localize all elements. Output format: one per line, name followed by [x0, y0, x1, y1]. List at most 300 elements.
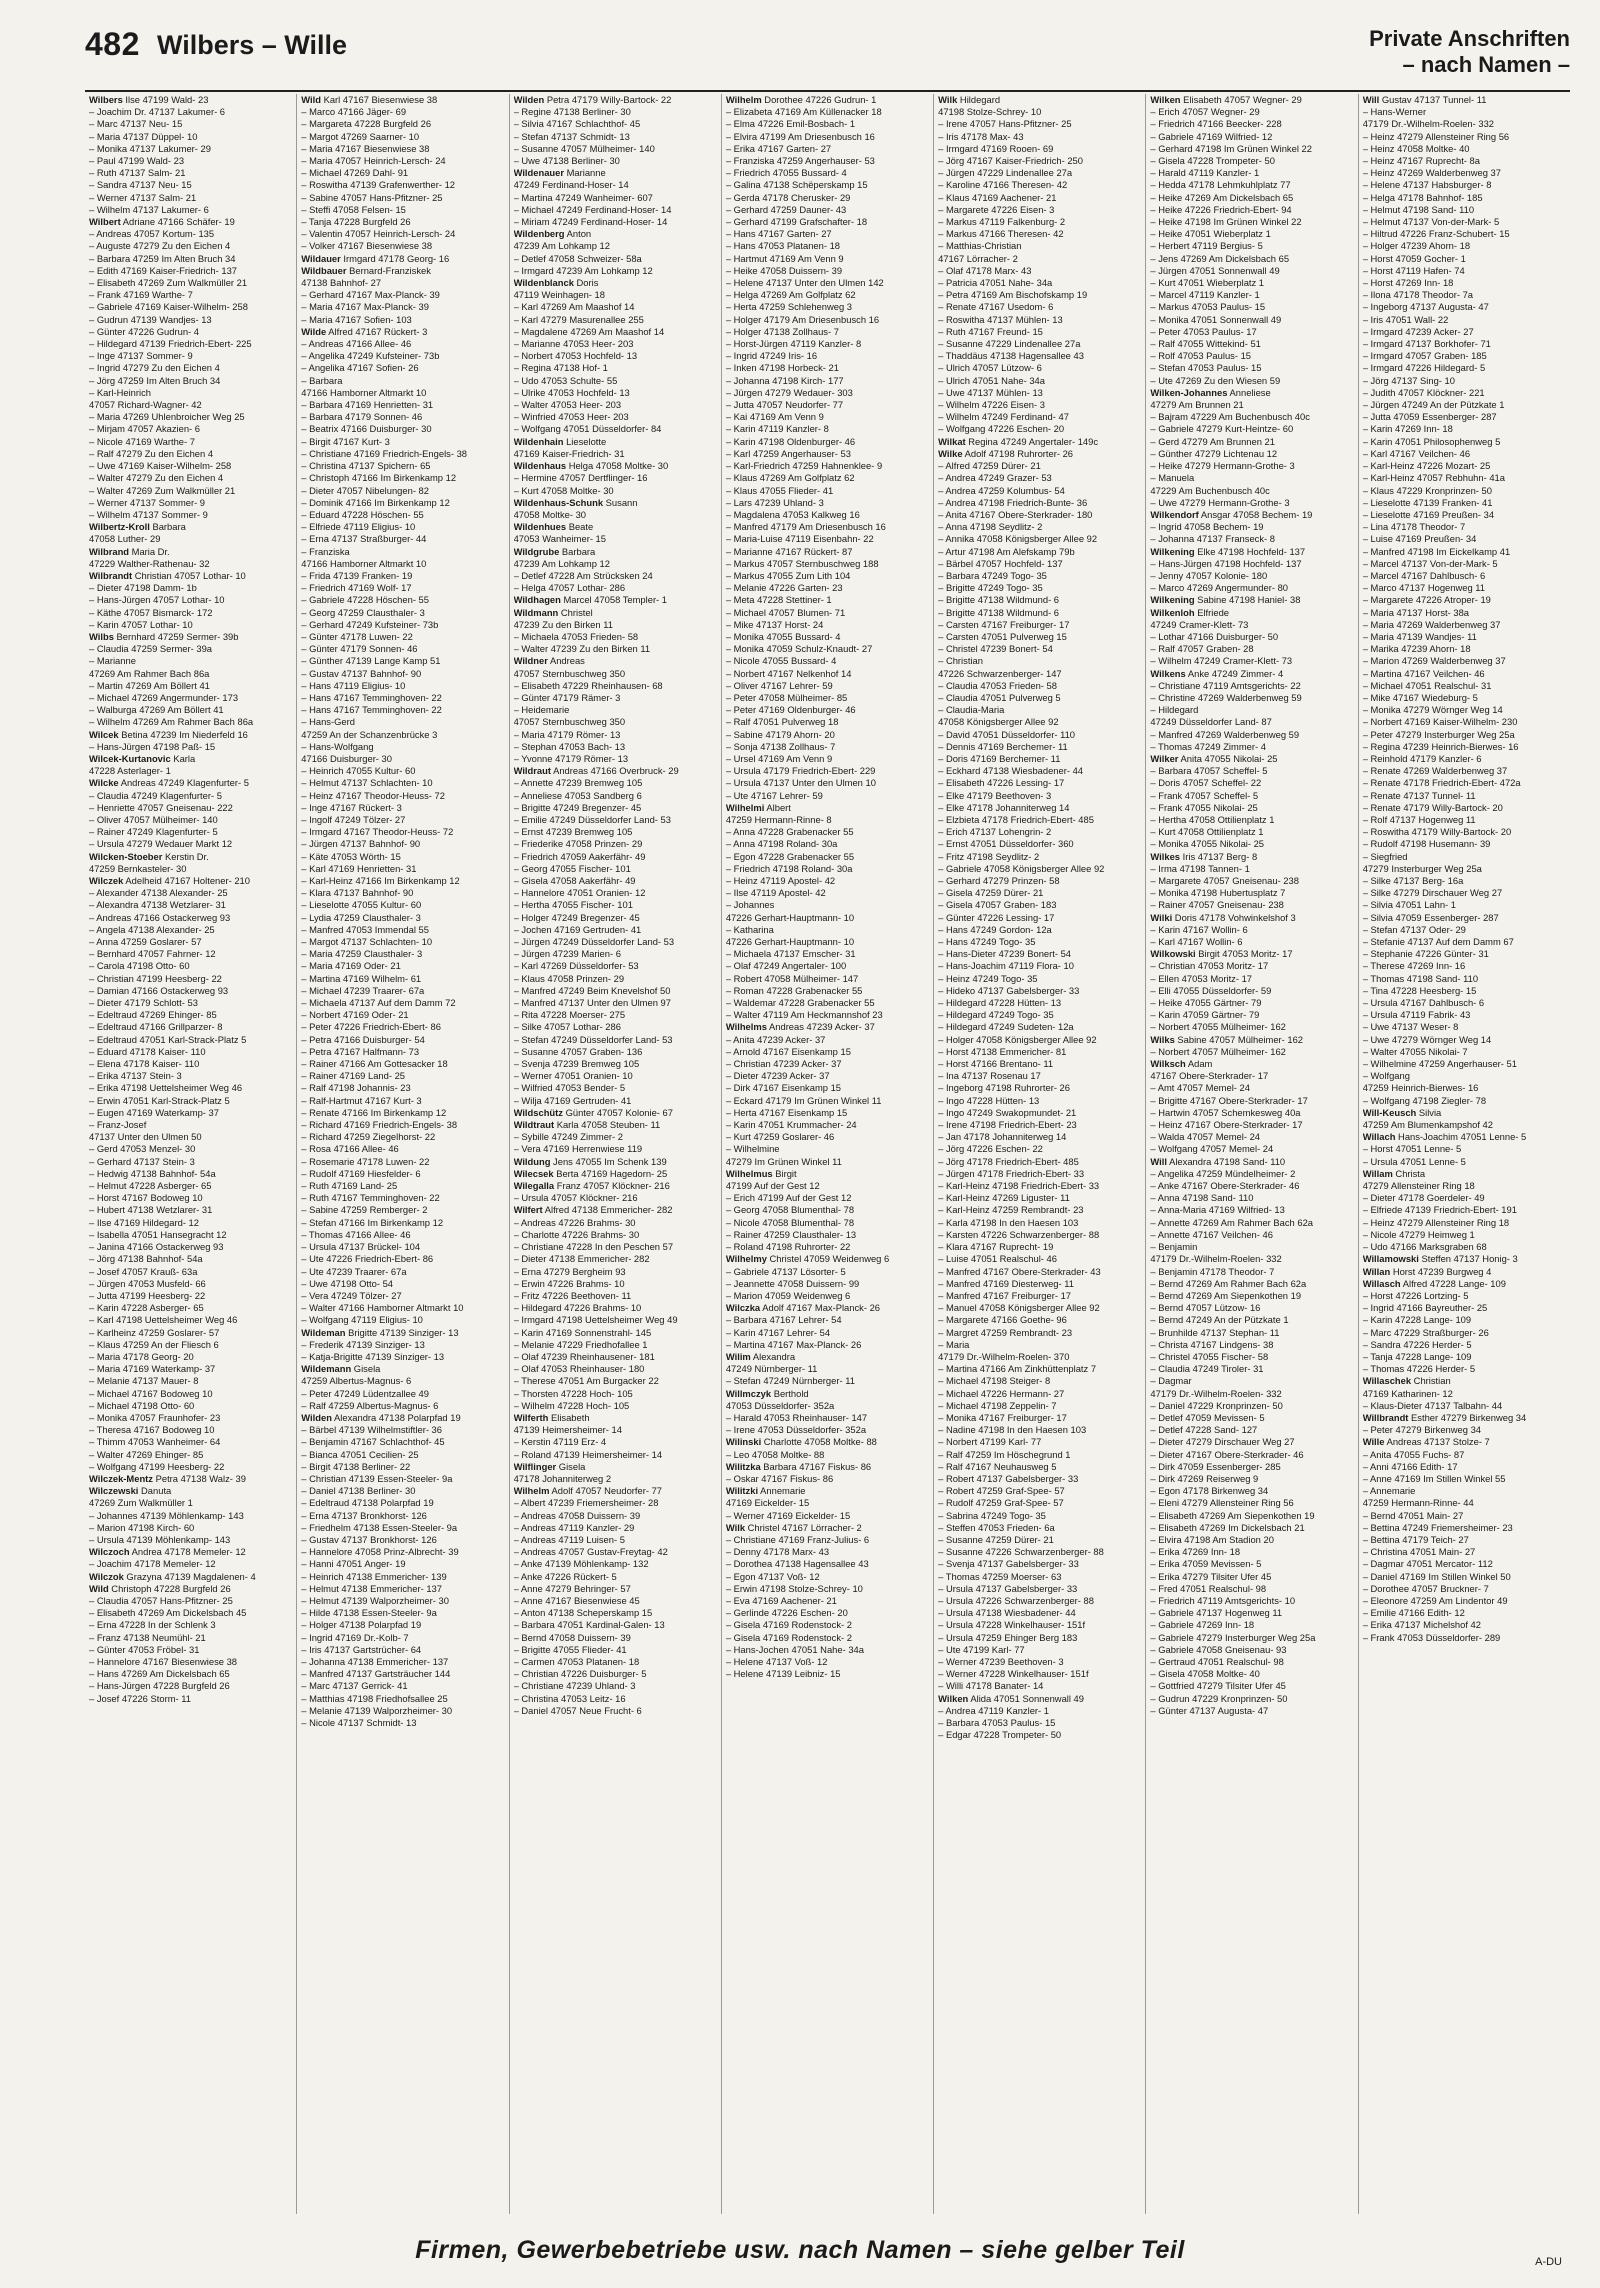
listing-entry: – Margarete 47226 Eisen- 3 [938, 203, 1055, 215]
listing-entry: – Magdalena 47053 Kalkweg 16 [725, 508, 860, 520]
listing-entry: – Andreas 47057 Kortum- 135 [89, 228, 215, 240]
listing-entry: 47229 Walther-Rathenau- 32 [89, 557, 210, 569]
listing-entry: – Gerhard 47137 Stein- 3 [89, 1155, 195, 1167]
listing-entry: – Susanne 47259 Dürer- 21 [938, 1533, 1054, 1545]
listing-entry: – Ilse 47169 Hildegard- 12 [89, 1216, 199, 1228]
listing-column-6 [1145, 94, 1357, 2214]
listing-entry: – Anni 47166 Edith- 17 [1362, 1460, 1458, 1472]
listing-entry: – Karin 47119 Kanzler- 8 [725, 423, 829, 435]
listing-entry: – Daniel 47138 Berliner- 30 [301, 1485, 416, 1497]
listing-entry: – Dieter 47279 Dirschauer Weg 27 [1150, 1436, 1295, 1448]
listing-entry: – Ingolf 47249 Tölzer- 27 [301, 813, 406, 825]
listing-entry: – Jürgen 47053 Musfeld- 66 [89, 1277, 206, 1289]
listing-entry: – Hanni 47051 Anger- 19 [301, 1558, 406, 1570]
listing-entry: – Klara 47137 Bahnhof- 90 [301, 887, 414, 899]
listing-entry: 47166 Duisburger- 30 [301, 752, 392, 764]
listing-entry: – Peter 47279 Birkenweg 34 [1362, 1424, 1481, 1436]
listing-entry: – Hans-Jürgen 47057 Lothar- 10 [89, 594, 225, 606]
listing-entry: – Christian 47139 Essen-Steeler- 9a [301, 1472, 453, 1484]
listing-entry: – Werner 47051 Oranien- 10 [513, 1070, 633, 1082]
listing-entry: – Andreas 47166 Ostackerweg 93 [89, 911, 231, 923]
listing-entry: – Silvia 47167 Schlachthof- 45 [513, 118, 641, 130]
listing-entry: – Egon 47228 Grabenacker 55 [725, 850, 855, 862]
listing-entry: – Anne 47279 Behringer- 57 [513, 1582, 631, 1594]
listing-entry: – Michael 47198 Steiger- 8 [938, 1375, 1051, 1387]
listing-entry: – Rosemarie 47178 Luwen- 22 [301, 1155, 430, 1167]
listing-entry: – Michael 47226 Hermann- 27 [938, 1387, 1065, 1399]
listing-entry: – Annette 47269 Am Rahmer Bach 62a [1150, 1216, 1314, 1228]
listing-entry: – Petra 47167 Halfmann- 73 [301, 1045, 420, 1057]
listing-entry: – Karla 47198 In den Haesen 103 [938, 1216, 1079, 1228]
listing-entry: – Christiane 47228 In den Peschen 57 [513, 1241, 674, 1253]
listing-entry: – Gabriele 47058 Gneisenau- 93 [1150, 1643, 1287, 1655]
listing-entry: 47058 Königsberger Allee 92 [938, 716, 1059, 728]
listing-entry: – Bernd 47269 Am Siepenkothen 19 [1150, 1289, 1302, 1301]
listing-entry: – Christine 47269 Walderbenweg 59 [1150, 691, 1302, 703]
listing-entry: – Karin 47228 Asberger- 65 [89, 1302, 204, 1314]
listing-entry: – Gustav 47137 Bronkhorst- 126 [301, 1533, 437, 1545]
listing-entry: – Hartmut 47169 Am Venn 9 [725, 252, 844, 264]
listing-entry: – Ursula 47119 Fabrik- 43 [1362, 1009, 1471, 1021]
listing-entry: – Rolf 47053 Paulus- 15 [1150, 350, 1251, 362]
listing-entry: – Beatrix 47166 Duisburger- 30 [301, 423, 432, 435]
listing-entry: – Günter 47179 Rämer- 3 [513, 691, 621, 703]
listing-entry: – Michael 47198 Zeppelin- 7 [938, 1399, 1057, 1411]
listing-entry: – Jenny 47057 Kolonie- 180 [1150, 569, 1268, 581]
listing-entry: – Erika 47279 Tilsiter Ufer 45 [1150, 1570, 1272, 1582]
listing-entry: – Klaus 47055 Flieder- 41 [725, 484, 834, 496]
listing-entry: – Doris 47169 Berchemer- 11 [938, 752, 1061, 764]
listing-entry: – Marcel 47137 Von-der-Mark- 5 [1362, 557, 1498, 569]
listing-entry: – Hedda 47178 Lehmkuhlplatz 77 [1150, 179, 1291, 191]
listing-entry: – Norbert 47167 Nelkenhof 14 [725, 667, 852, 679]
listing-entry: – Hannelore 47058 Prinz-Albrecht- 39 [301, 1546, 459, 1558]
listing-entry: – Anke 47139 Möhlenkamp- 132 [513, 1558, 649, 1570]
listing-entry: – Robert 47058 Mülheimer- 147 [725, 972, 859, 984]
listing-entry: – Barbara 47249 Togo- 35 [938, 569, 1047, 581]
listing-entry: – Hildegard 47228 Hütten- 13 [938, 997, 1062, 1009]
listing-entry: – Horst 47226 Lortzing- 5 [1362, 1289, 1469, 1301]
listing-entry: Wildenhaus Helga 47058 Moltke- 30 [513, 460, 669, 472]
listing-entry: – Detlef 47228 Am Strücksken 24 [513, 569, 653, 581]
listing-entry: – Anton 47138 Scheperskamp 15 [513, 1607, 653, 1619]
listing-entry: – Heike 47198 Im Grünen Winkel 22 [1150, 216, 1302, 228]
listing-entry: – Bärbel 47057 Hochfeld- 137 [938, 557, 1063, 569]
listing-entry: – Friedrich 47055 Bussard- 4 [725, 167, 847, 179]
listing-entry: – Hildegard 47226 Brahms- 10 [513, 1302, 642, 1314]
listing-entry: – Günter 47226 Lessing- 17 [938, 911, 1055, 923]
listing-entry: – Friederike 47058 Prinzen- 29 [513, 838, 643, 850]
listing-entry: – Margot 47269 Saarner- 10 [301, 130, 420, 142]
listing-entry: Wildner Andreas [513, 655, 585, 667]
listing-entry: Wilecsek Berta 47169 Hagedorn- 25 [513, 1167, 668, 1179]
listing-entry: – Karlheinz 47259 Goslarer- 57 [89, 1326, 220, 1338]
listing-entry: – Ursula 47228 Winkelhauser- 151f [938, 1619, 1086, 1631]
listing-entry: – Michael 47269 Angermunder- 173 [89, 691, 239, 703]
listing-entry: – Eleonore 47259 Am Lindentor 49 [1362, 1594, 1508, 1606]
listing-entry: – Katharina [725, 923, 774, 935]
listing-entry: – Petra 47166 Duisburger- 54 [301, 1033, 425, 1045]
listing-entry: – Martina 47169 Wilhelm- 61 [301, 972, 422, 984]
listing-entry: – Karl-Heinz 47198 Friedrich-Ebert- 33 [938, 1180, 1100, 1192]
listing-entry: – Irmgard 47137 Borkhofer- 71 [1362, 338, 1491, 350]
listing-entry: – Rainer 47259 Clausthaler- 13 [725, 1228, 857, 1240]
listing-entry: – Gabriele 47169 Kaiser-Wilhelm- 258 [89, 301, 248, 313]
listing-entry: – Manfred 47169 Diesterweg- 11 [938, 1277, 1074, 1289]
listing-entry: – Helga 47269 Am Golfplatz 62 [725, 289, 856, 301]
listing-entry: – Sonja 47138 Zollhaus- 7 [725, 740, 836, 752]
listing-entry: – Nadine 47198 In den Haesen 103 [938, 1424, 1087, 1436]
listing-entry: Wildenhain Lieselotte [513, 435, 607, 447]
listing-entry: – Eckard 47179 Im Grünen Winkel 11 [725, 1094, 882, 1106]
listing-entry: Wilhelmy Christel 47059 Weidenweg 6 [725, 1253, 890, 1265]
listing-entry: – Walter 47269 Ehinger- 85 [89, 1448, 204, 1460]
listing-entry: – Joachim 47178 Memeler- 12 [89, 1558, 216, 1570]
listing-entry: – Heinrich 47138 Emmericher- 139 [301, 1570, 447, 1582]
listing-entry: – Barbara [301, 374, 343, 386]
listing-entry: – Willi 47178 Banater- 14 [938, 1680, 1044, 1692]
listing-entry: – Christian 47199 Heesberg- 22 [89, 972, 222, 984]
listing-entry: – Jutta 47199 Heesberg- 22 [89, 1289, 206, 1301]
listing-entry: – Hedwig 47138 Bahnhof- 54a [89, 1167, 216, 1179]
listing-entry: – Thimm 47053 Wanheimer- 64 [89, 1436, 221, 1448]
listing-entry: – Käte 47053 Wörth- 15 [301, 850, 401, 862]
listing-entry: – Friedrich 47059 Aakerfähr- 49 [513, 850, 646, 862]
listing-entry: 47249 Düsseldorfer Land- 87 [1150, 716, 1272, 728]
listing-entry: – Karin 47198 Oldenburger- 46 [725, 435, 856, 447]
listing-entry: – Ingeborg 47137 Augusta- 47 [1362, 301, 1489, 313]
listing-entry: 47279 Insterburger Weg 25a [1362, 862, 1482, 874]
listing-entry: 47169 Eickelder- 15 [725, 1497, 810, 1509]
listing-entry: – Gabriele 47279 Insterburger Weg 25a [1150, 1631, 1316, 1643]
listing-entry: – Hans 47119 Eligius- 10 [301, 679, 406, 691]
listing-entry: – Gerhard 47199 Grafschafter- 18 [725, 216, 868, 228]
listing-entry: – Karin 47059 Gärtner- 79 [1150, 1009, 1260, 1021]
listing-entry: – Horst 47269 Inn- 18 [1362, 277, 1454, 289]
listing-entry: – Erika 47167 Garten- 27 [725, 142, 832, 154]
listing-entry: – Erwin 47198 Stolze-Schrey- 10 [725, 1582, 863, 1594]
listing-entry: Wilkens Anke 47249 Zimmer- 4 [1150, 667, 1284, 679]
listing-entry: – Karl 47279 Masurenallee 255 [513, 313, 644, 325]
listing-entry: – Stefan 47166 Im Birkenkamp 12 [301, 1216, 444, 1228]
listing-entry: – Anita 47167 Obere-Sterkrader- 180 [938, 508, 1093, 520]
listing-entry: – Marc 47137 Neu- 15 [89, 118, 183, 130]
listing-entry: – Jutta 47057 Neudorfer- 77 [725, 399, 844, 411]
listing-entry: – Alexander 47138 Alexander- 25 [89, 887, 228, 899]
listing-entry: – Hertha 47058 Ottilienplatz 1 [1150, 813, 1275, 825]
listing-entry: – Katja-Brigitte 47139 Sinziger- 13 [301, 1350, 445, 1362]
listing-entry: – Renate 47179 Willy-Bartock- 20 [1362, 801, 1503, 813]
listing-entry: Willbrandt Esther 47279 Birkenweg 34 [1362, 1411, 1527, 1423]
listing-entry: – Herta 47167 Eisenkamp 15 [725, 1106, 848, 1118]
listing-entry: – Helene 47139 Leibniz- 15 [725, 1668, 841, 1680]
listing-entry: – Dagmar 47051 Mercator- 112 [1362, 1558, 1493, 1570]
listing-entry: – Bärbel 47139 Wilhelmstiftler- 36 [301, 1424, 442, 1436]
listing-entry: 47269 Am Rahmer Bach 86a [89, 667, 210, 679]
listing-entry: – Gerhard 47249 Kufsteiner- 73b [301, 618, 439, 630]
listing-entry: – Emilie 47166 Edith- 12 [1362, 1607, 1465, 1619]
listing-entry: – Elzbieta 47178 Friedrich-Ebert- 485 [938, 813, 1094, 825]
listing-entry: – Christina 47137 Spichern- 65 [301, 460, 431, 472]
listing-entry: – Ursula 47051 Lenne- 5 [1362, 1155, 1466, 1167]
listing-entry: – Elvira 47199 Am Driesenbusch 16 [725, 130, 875, 142]
listing-entry: Wildauer Irmgard 47178 Georg- 16 [301, 252, 450, 264]
listing-entry: – Dagmar [1150, 1375, 1192, 1387]
listing-entry: 47279 Im Grünen Winkel 11 [725, 1155, 842, 1167]
listing-entry: – Udo 47053 Schulte- 55 [513, 374, 618, 386]
listing-entry: – Maria 47179 Römer- 13 [513, 728, 621, 740]
listing-entry: – Uwe 47198 Otto- 54 [301, 1277, 394, 1289]
listing-entry: – Gisela 47169 Rodenstock- 2 [725, 1619, 852, 1631]
listing-entry: – Maria 47057 Heinrich-Lersch- 24 [301, 155, 446, 167]
listing-entry: Wilcek Betina 47239 Im Niederfeld 16 [89, 728, 248, 740]
listing-entry: – Heike 47051 Wieberplatz 1 [1150, 228, 1271, 240]
listing-entry: Wilferth Elisabeth [513, 1411, 590, 1423]
listing-entry: – Ursula 47167 Dahlbusch- 6 [1362, 997, 1485, 1009]
listing-entry: – Jürgen 47178 Friedrich-Ebert- 33 [938, 1167, 1085, 1179]
listing-column-2 [296, 94, 508, 2214]
listing-entry: 47226 Schwarzenberger- 147 [938, 667, 1062, 679]
listing-entry: – Sabine 47259 Remberger- 2 [301, 1204, 428, 1216]
listing-entry: Wilczka Adolf 47167 Max-Planck- 26 [725, 1302, 881, 1314]
listing-entry: Willamowski Steffen 47137 Honig- 3 [1362, 1253, 1518, 1265]
listing-entry: – Uwe 47279 Wörnger Weg 14 [1362, 1033, 1492, 1045]
listing-entry: Wilcken-Stoeber Kerstin Dr. [89, 850, 209, 862]
listing-entry: – Ingrid 47058 Bechem- 19 [1150, 521, 1264, 533]
listing-entry: – Luise 47169 Preußen- 34 [1362, 533, 1477, 545]
listing-entry: – Markus 47119 Falkenburg- 2 [938, 216, 1066, 228]
listing-entry: – Elke 47179 Beethoven- 3 [938, 789, 1052, 801]
listing-entry: – Karin 47167 Lehrer- 54 [725, 1326, 831, 1338]
listing-entry: – Markus 47055 Zum Lith 104 [725, 569, 851, 581]
listing-entry: 47053 Wanheimer- 15 [513, 533, 606, 545]
listing-entry: Wilczek-Mentz Petra 47138 Walz- 39 [89, 1472, 246, 1484]
listing-entry: – Renate 47166 Im Birkenkamp 12 [301, 1106, 447, 1118]
listing-entry: – Eduard 47178 Kaiser- 110 [89, 1045, 206, 1057]
listing-entry: – Edgar 47228 Trompeter- 50 [938, 1729, 1062, 1741]
listing-entry: 47226 Gerhart-Hauptmann- 10 [725, 911, 855, 923]
header-divider [85, 90, 1570, 92]
listing-entry: – Bernhard 47057 Fahrner- 12 [89, 948, 216, 960]
listing-entry: – Franziska 47259 Angerhauser- 53 [725, 155, 875, 167]
listing-entry: – Karl 47259 Angerhauser- 53 [725, 447, 851, 459]
listing-entry: – Walter 47055 Nikolai- 7 [1362, 1045, 1468, 1057]
listing-entry: – Dieter 47239 Acker- 37 [725, 1070, 830, 1082]
listing-entry: Wildenhaus-Schunk Susann [513, 496, 638, 508]
listing-entry: – Manfred 47198 Im Eickelkamp 41 [1362, 545, 1511, 557]
listing-entry: – Heinz 47167 Ruprecht- 8a [1362, 155, 1480, 167]
listing-entry: – Ursula 47138 Wiesbadener- 44 [938, 1607, 1076, 1619]
listing-entry: – Amt 47057 Memel- 24 [1150, 1082, 1250, 1094]
listing-entry: – Petra 47169 Am Bischofskamp 19 [938, 289, 1088, 301]
listing-entry: – Friedrich 47166 Beecker- 228 [1150, 118, 1282, 130]
listing-entry: 47058 Luther- 29 [89, 533, 161, 545]
listing-entry: – Christoph 47166 Im Birkenkamp 12 [301, 472, 457, 484]
listing-entry: – Silvia 47051 Lahn- 1 [1362, 899, 1456, 911]
listing-entry: Wilkening Elke 47198 Hochfeld- 137 [1150, 545, 1306, 557]
listing-entry: – Helmut 47228 Asberger- 65 [89, 1180, 212, 1192]
listing-entry: – Gisela 47058 Moltke- 40 [1150, 1668, 1260, 1680]
listing-entry: – Gisela 47058 Aakerfähr- 49 [513, 875, 636, 886]
listing-entry: – Margarete 47166 Goethe- 96 [938, 1314, 1067, 1326]
listing-entry: – Klaus 47058 Prinzen- 29 [513, 972, 625, 984]
listing-entry: – Gisela 47259 Dürer- 21 [938, 887, 1044, 899]
listing-entry: Wildemann Gisela [301, 1363, 381, 1375]
listing-entry: – Jörg 47167 Kaiser-Friedrich- 250 [938, 155, 1083, 167]
listing-entry: – Irma 47198 Tannen- 1 [1150, 862, 1250, 874]
listing-entry: Wilczewski Danuta [89, 1485, 172, 1497]
listing-entry: – Karl-Heinz 47057 Rebhuhn- 41a [1362, 472, 1505, 484]
listing-entry: – Herbert 47119 Bergius- 5 [1150, 240, 1263, 252]
listing-entry: 47179 Dr.-Wilhelm-Roelen- 332 [1150, 1253, 1282, 1265]
listing-entry: – Fritz 47226 Beethoven- 11 [513, 1289, 632, 1301]
listing-entry: – Wilja 47169 Gertruden- 41 [513, 1094, 632, 1106]
listing-entry: – Monika 47055 Nikolai- 25 [1150, 838, 1265, 850]
listing-entry: – Bernd 47058 Duissern- 39 [513, 1631, 631, 1643]
listing-entry: – Jürgen 47279 Wedauer- 303 [725, 386, 853, 398]
listing-entry: – Wilhelmine [725, 1143, 780, 1155]
listing-entry: Wilki Doris 47178 Vohwinkelshof 3 [1150, 911, 1296, 923]
listing-entry: Wilden Petra 47179 Willy-Bartock- 22 [513, 94, 672, 105]
listing-entry: – Karl 47167 Wollin- 6 [1150, 936, 1243, 948]
listing-entry: – Ruth 47137 Salm- 21 [89, 167, 186, 179]
listing-entry: – Marco 47137 Hogenweg 11 [1362, 582, 1485, 594]
listing-entry: – Heinz 47167 Obere-Sterkrader- 17 [1150, 1119, 1303, 1131]
listing-entry: – Johannes 47139 Möhlenkamp- 143 [89, 1509, 244, 1521]
listing-entry: – Irmgard 47198 Uettelsheimer Weg 49 [513, 1314, 678, 1326]
listing-columns [85, 94, 1570, 2214]
listing-entry: – Christian [938, 655, 983, 667]
listing-entry: – Ruth 47169 Land- 25 [301, 1180, 398, 1192]
listing-entry: Wilhelms Andreas 47239 Acker- 37 [725, 1021, 875, 1033]
listing-entry: – Marion 47269 Walderbenweg 37 [1362, 655, 1506, 667]
listing-entry: Wilker Anita 47055 Nikolai- 25 [1150, 752, 1278, 764]
listing-entry: – Ute 47167 Lehrer- 59 [725, 789, 823, 801]
listing-entry: 47179 Dr.-Wilhelm-Roelen- 332 [1150, 1387, 1282, 1399]
listing-entry: – Benjamin [1150, 1241, 1198, 1253]
listing-entry: – Matthias-Christian [938, 240, 1022, 252]
listing-entry: – Erika 47269 Inn- 18 [1150, 1546, 1241, 1558]
listing-entry: – Josef 47226 Storm- 11 [89, 1692, 191, 1704]
listing-entry: – Hans 47249 Togo- 35 [938, 936, 1036, 948]
listing-entry: – Lothar 47166 Duisburger- 50 [1150, 630, 1279, 642]
listing-entry: – Gertraud 47051 Realschul- 98 [1150, 1656, 1284, 1667]
listing-entry: – Karl-Friedrich 47259 Hahnenklee- 9 [725, 460, 883, 472]
listing-entry: – Claudia 47249 Tiroler- 31 [1150, 1363, 1264, 1375]
listing-entry: Wildschütz Günter 47057 Kolonie- 67 [513, 1106, 673, 1118]
listing-entry: – Markus 47053 Paulus- 15 [1150, 301, 1266, 313]
listing-entry: – Michaela 47137 Auf dem Damm 72 [301, 997, 456, 1009]
listing-entry: – Norbert 47057 Mülheimer- 162 [1150, 1045, 1286, 1057]
listing-entry: – Inken 47198 Horbeck- 21 [725, 362, 839, 374]
listing-entry: – Maria 47167 Max-Planck- 39 [301, 301, 429, 313]
listing-entry: – Claudia 47051 Pulverweg 5 [938, 691, 1061, 703]
listing-entry: – Dieter 47138 Emmericher- 282 [513, 1253, 650, 1265]
listing-entry: – Oliver 47167 Lehrer- 59 [725, 679, 833, 691]
listing-entry: – Gustav 47137 Bahnhof- 90 [301, 667, 422, 679]
listing-entry: – Karl 47167 Veilchen- 46 [1362, 447, 1471, 459]
listing-entry: – Oliver 47057 Mülheimer- 140 [89, 813, 218, 825]
listing-entry: – Monika 47167 Freiburger- 17 [938, 1411, 1067, 1423]
listing-entry: – Manfred 47137 Unter den Ulmen 97 [513, 997, 671, 1009]
listing-entry: – Elisabeth 47269 Am Dickelsbach 45 [89, 1607, 247, 1619]
listing-entry: – Irene 47057 Hans-Pfitzner- 25 [938, 118, 1072, 130]
listing-entry: – Ralf 47167 Neuhausweg 5 [938, 1460, 1057, 1472]
listing-entry: – Egon 47137 Voß- 12 [725, 1570, 820, 1582]
listing-entry: – Silvia 47059 Essenberger- 287 [1362, 911, 1499, 923]
listing-entry: – Irmgard 47226 Hildegard- 5 [1362, 362, 1486, 374]
listing-entry: – Claudia 47057 Hans-Pfitzner- 25 [89, 1594, 233, 1606]
listing-entry: – Michael 47269 Dahl- 91 [301, 167, 409, 179]
listing-entry: – Renate 47167 Usedom- 6 [938, 301, 1054, 313]
listing-entry: – Andreas 47166 Allee- 46 [301, 338, 412, 350]
listing-entry: – Karoline 47166 Theresen- 42 [938, 179, 1068, 191]
listing-entry: – Irene 47198 Friedrich-Ebert- 23 [938, 1119, 1077, 1131]
listing-entry: – Wolfgang 47226 Eschen- 20 [938, 423, 1065, 435]
listing-entry: – Benjamin 47167 Schlachthof- 45 [301, 1436, 445, 1448]
listing-entry: – Michael 47198 Otto- 60 [89, 1399, 195, 1411]
listing-entry: – Dorothea 47138 Hagensallee 43 [725, 1558, 869, 1570]
listing-entry: – Arnold 47167 Eisenkamp 15 [725, 1045, 851, 1057]
listing-entry: Wilksch Adam [1150, 1058, 1213, 1070]
listing-entry: – Ilona 47178 Theodor- 7a [1362, 289, 1474, 301]
listing-entry: – Eduard 47228 Höschen- 55 [301, 508, 424, 520]
listing-entry: – Jörg 47259 Im Alten Bruch 34 [89, 374, 221, 386]
listing-entry: – Walter 47279 Zu den Eichen 4 [89, 472, 224, 484]
listing-entry: – Christian 47226 Duisburger- 5 [513, 1668, 647, 1680]
listing-entry: – Monika 47198 Hubertusplatz 7 [1150, 887, 1286, 899]
listing-entry: – Hans-Gerd [301, 716, 355, 728]
listing-entry: – Carmen 47053 Platanen- 18 [513, 1656, 640, 1667]
listing-entry: – Patricia 47051 Nahe- 34a [938, 277, 1053, 289]
listing-entry: – Stefan 47249 Düsseldorfer Land- 53 [513, 1033, 673, 1045]
listing-entry: – Karl-Heinz 47166 Im Birkenkamp 12 [301, 875, 460, 886]
listing-entry: Wilken-Johannes Anneliese [1150, 386, 1271, 398]
listing-entry: – Andrea 47249 Grazer- 53 [938, 472, 1052, 484]
section-title-line2: – nach Namen – [1402, 52, 1570, 77]
listing-entry: – David 47051 Düsseldorfer- 110 [938, 728, 1076, 740]
listing-entry: – Wilhelmine 47259 Angerhauser- 51 [1362, 1058, 1517, 1070]
listing-entry: – Erika 47137 Michelshof 42 [1362, 1619, 1481, 1631]
listing-entry: Wilkat Regina 47249 Angertaler- 149c [938, 435, 1099, 447]
listing-entry: – Hans-Jürgen 47198 Paß- 15 [89, 740, 216, 752]
listing-entry: – Kerstin 47119 Erz- 4 [513, 1436, 607, 1448]
listing-entry: 47279 Allensteiner Ring 18 [1362, 1180, 1475, 1192]
listing-entry: – Uwe 47169 Kaiser-Wilhelm- 258 [89, 460, 232, 472]
listing-entry: – Robert 47259 Graf-Spee- 57 [938, 1485, 1065, 1497]
listing-entry: – Jürgen 47137 Bahnhof- 90 [301, 838, 421, 850]
listing-entry: – Melanie 47139 Walporzheimer- 30 [301, 1704, 453, 1716]
listing-entry: – Helene 47137 Voß- 12 [725, 1656, 828, 1667]
listing-entry: – Heike 47269 Am Dickelsbach 65 [1150, 191, 1294, 203]
listing-entry: – Maria 47167 Sofien- 103 [301, 313, 412, 325]
listing-entry: – Thorsten 47228 Hoch- 105 [513, 1387, 633, 1399]
listing-entry: 47169 Katharinen- 12 [1362, 1387, 1453, 1399]
listing-entry: – Ute 47239 Traarer- 67a [301, 1265, 407, 1277]
listing-entry: – Karin 47057 Lothar- 10 [89, 618, 193, 630]
listing-entry: – Christian 47239 Acker- 37 [725, 1058, 842, 1070]
listing-entry: – Brigitte 47138 Wildmund- 6 [938, 594, 1060, 606]
listing-entry: – Marcel 47119 Kanzler- 1 [1150, 289, 1260, 301]
listing-entry: – Elvira 47198 Am Stadion 20 [1150, 1533, 1274, 1545]
listing-entry: – Yvonne 47179 Römer- 13 [513, 752, 629, 764]
listing-entry: Wildmann Christel [513, 606, 593, 618]
listing-entry: – Angela 47138 Alexander- 25 [89, 923, 215, 935]
listing-entry: Wilflinger Gisela [513, 1460, 586, 1472]
listing-entry: – Rudolf 47259 Graf-Spee- 57 [938, 1497, 1064, 1509]
listing-entry: – Maria [938, 1338, 970, 1350]
listing-entry: – Artur 47198 Am Alefskamp 79b [938, 545, 1075, 557]
